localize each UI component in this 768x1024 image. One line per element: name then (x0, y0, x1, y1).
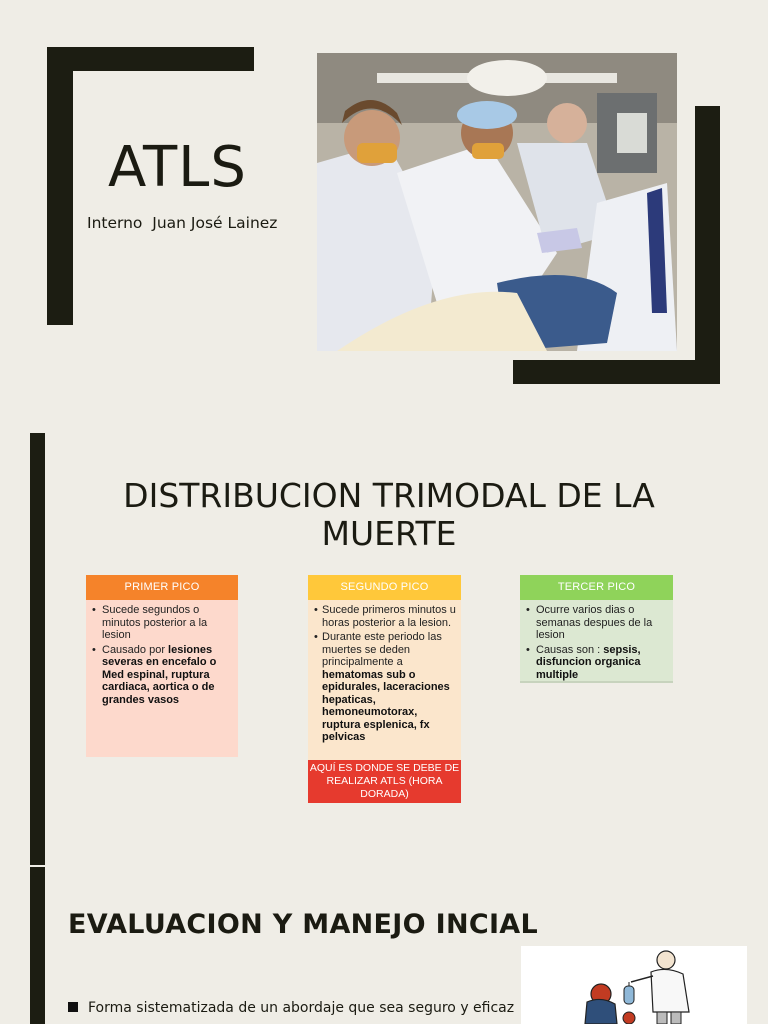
card-header: TERCER PICO (520, 575, 673, 600)
slide-accent-bar-3 (30, 867, 45, 1024)
list-item-text: Sucede primeros minutos u horas posterior a la lesion. (322, 604, 456, 629)
cartoon-illustration-art (521, 946, 747, 1024)
card-body (308, 600, 461, 763)
list-item-bold: lesiones severas en encefalo o Med espinal, ruptura cardiaca, aortica o de grandes vasos (102, 643, 217, 706)
list-item-text: Causas son : (536, 643, 604, 656)
trimodal-heading-line1: DISTRIBUCION TRIMODAL DE LA (123, 476, 655, 515)
slide-subtitle: Interno Juan José Lainez (87, 214, 278, 232)
square-bullet-icon (68, 1002, 78, 1012)
corner-bracket-top-left (47, 47, 73, 325)
card-body (520, 600, 673, 683)
list-item (532, 644, 669, 682)
cartoon-illustration (521, 946, 747, 1024)
card-header: PRIMER PICO (86, 575, 238, 600)
list-item-text: Durante este periodo las muertes se deden principalmente a (322, 631, 442, 668)
trauma-team-photo (317, 53, 677, 351)
corner-bracket-bottom-right (695, 106, 720, 384)
list-item-text: Causado por (102, 643, 169, 656)
card-tercer-pico (520, 575, 673, 683)
card-header: SEGUNDO PICO (308, 575, 461, 600)
list-item-text: Sucede segundos o minutos posterior a la lesion (102, 604, 208, 641)
list-item-text: Ocurre varios dias o semanas despues de la lesion (536, 604, 653, 641)
trimodal-heading (60, 477, 718, 553)
trauma-team-photo-illustration (317, 53, 677, 351)
list-item-bold: sepsis, disfuncion organica multiple (536, 643, 641, 681)
evaluation-bullet (68, 998, 524, 1018)
card-body (86, 600, 238, 757)
list-item (318, 604, 457, 629)
slide-title: ATLS (108, 135, 247, 200)
card-primer-pico (86, 575, 238, 757)
list-item-bold: hematomas sub o epidurales, laceraciones hepaticas, hemoneumotorax, ruptura esplenica, fx pelvicas (322, 668, 450, 743)
list-item (532, 604, 669, 642)
golden-hour-note: AQUÍ ES DONDE SE DEBE DE REALIZAR ATLS (HORA DORADA) (308, 760, 461, 803)
corner-bracket-top-left-bar (47, 47, 254, 71)
trimodal-heading-line2: MUERTE (321, 514, 457, 553)
corner-bracket-bottom-right-bar (513, 360, 720, 384)
list-item (318, 631, 457, 744)
list-item (98, 604, 234, 642)
evaluation-bullet-text: Forma sistematizada de un abordaje que sea seguro y eficaz (88, 1000, 515, 1016)
slide-accent-bar (30, 433, 45, 865)
evaluation-heading: EVALUACION Y MANEJO INCIAL (68, 909, 539, 940)
list-item (98, 644, 234, 707)
card-segundo-pico (308, 575, 461, 763)
